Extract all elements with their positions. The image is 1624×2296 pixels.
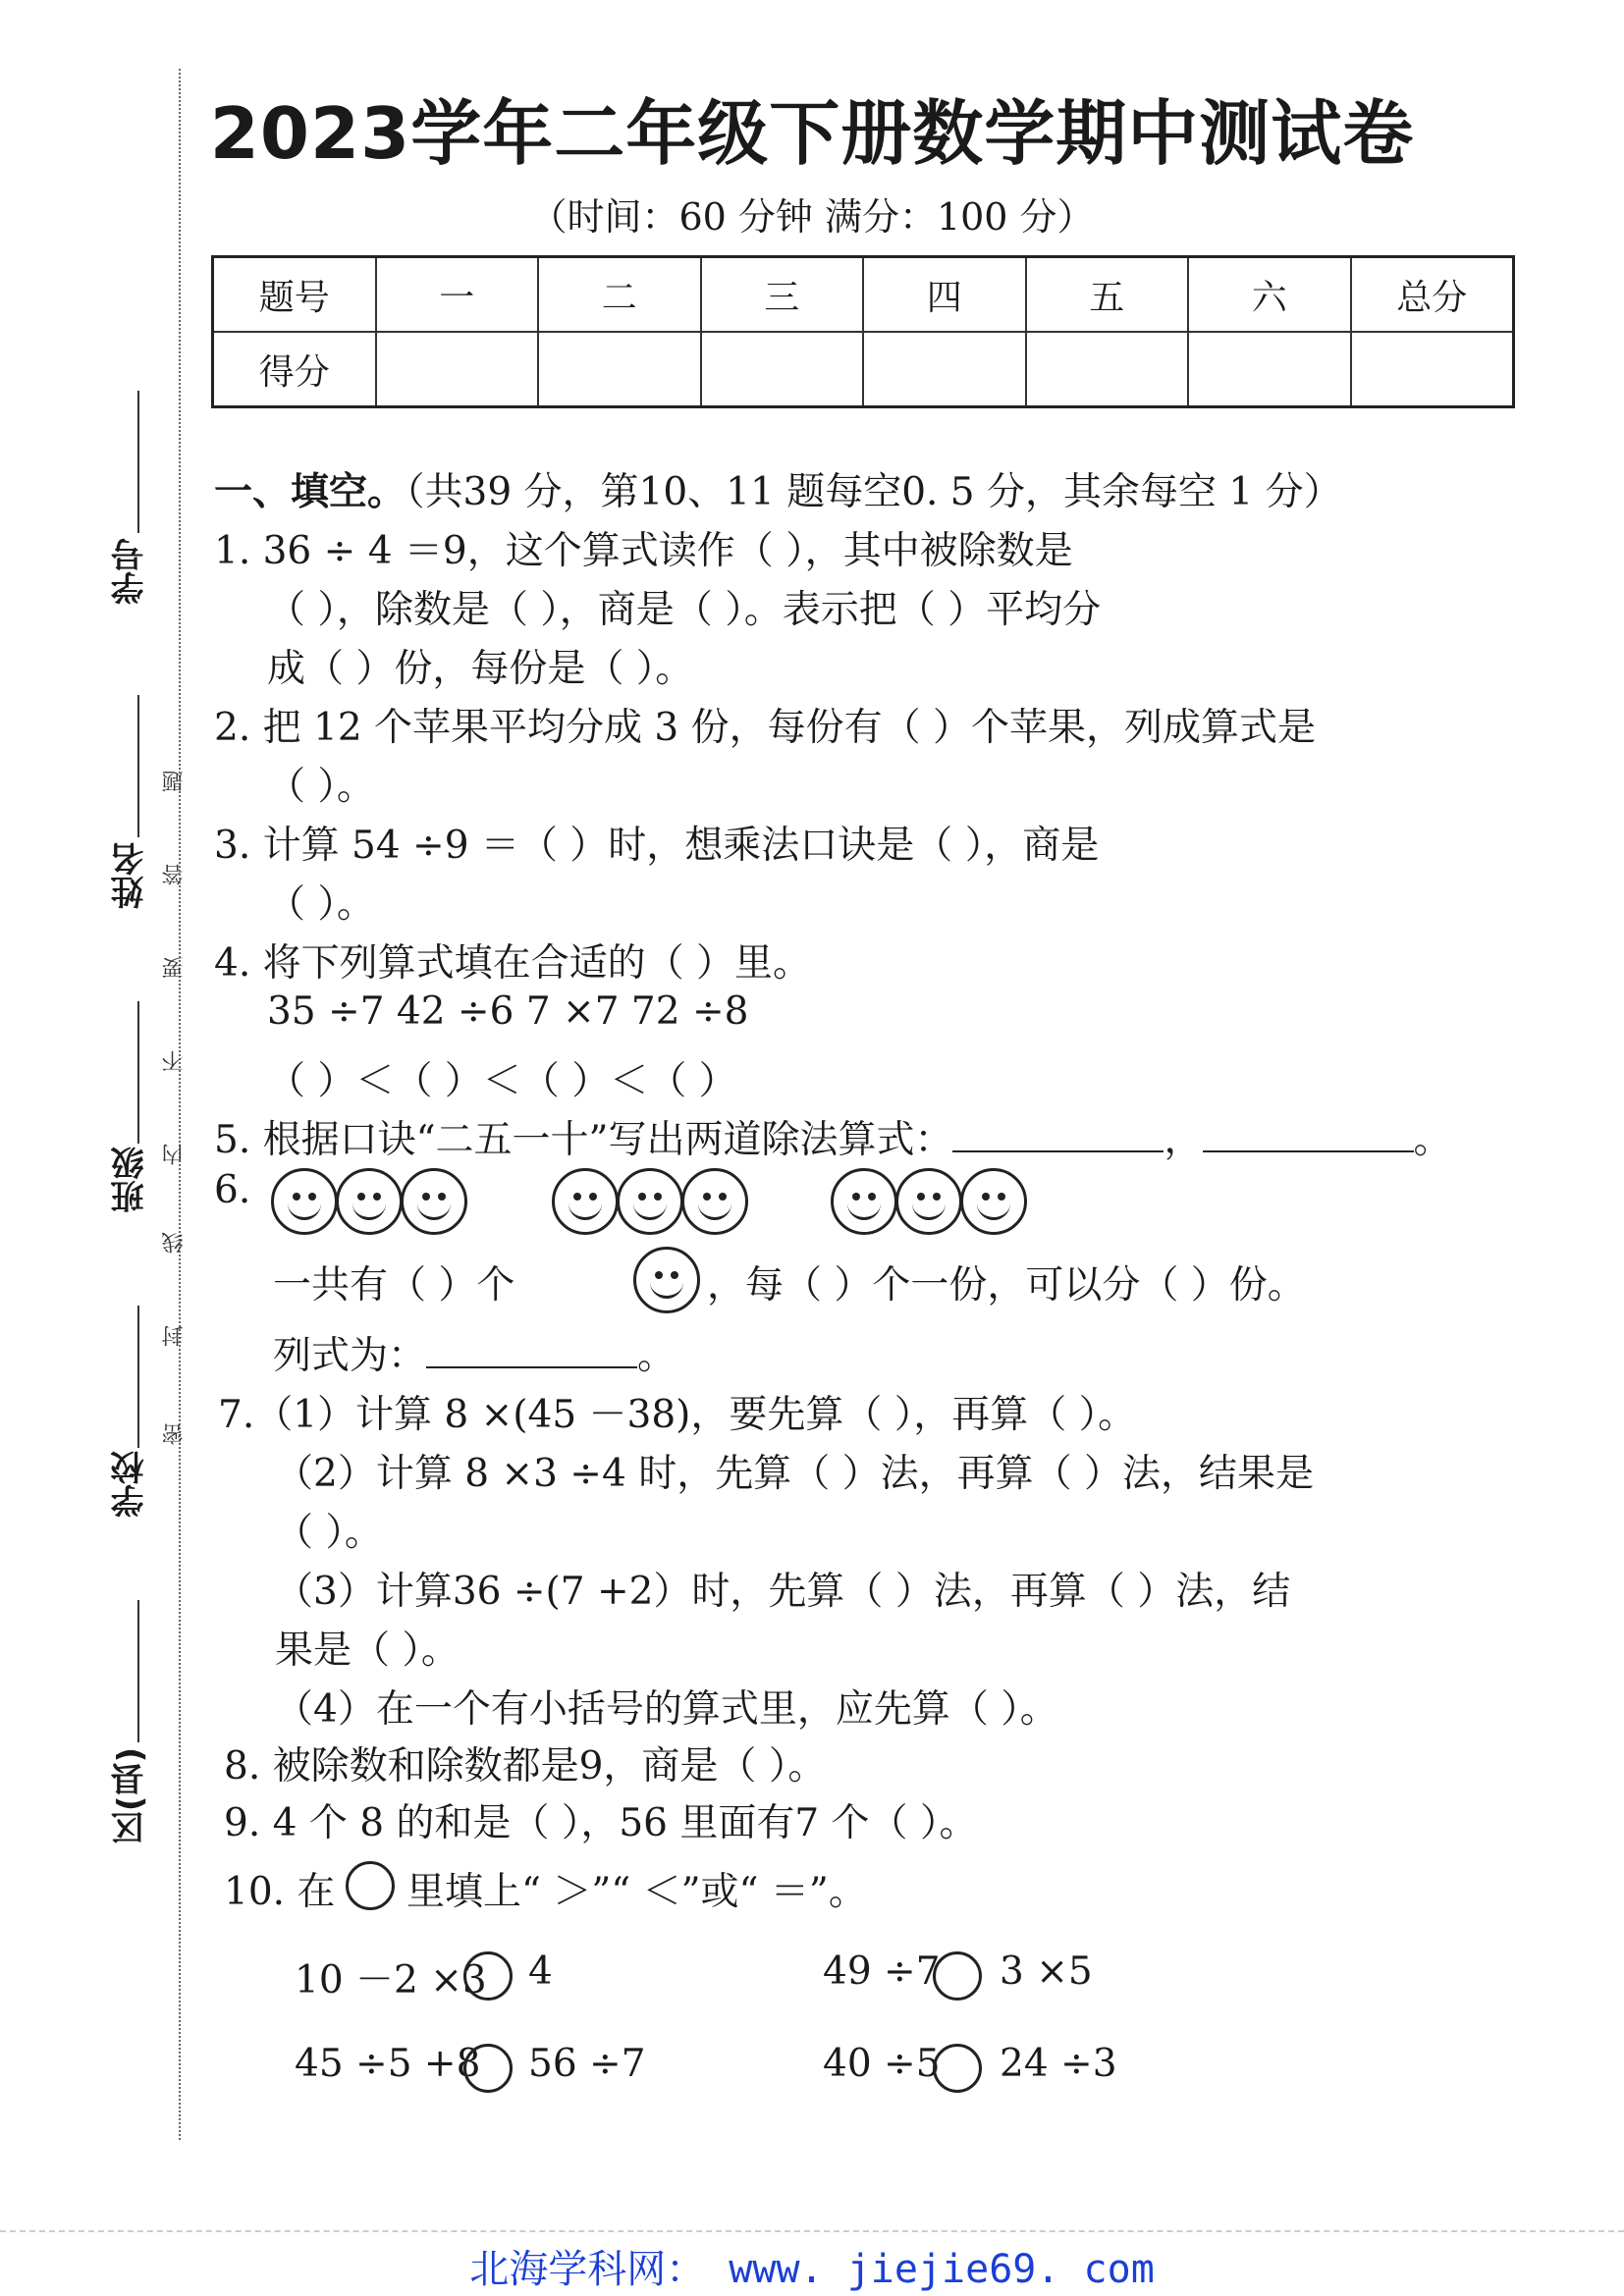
student-id-label: 学号 — [111, 538, 150, 605]
question-line: 35 ÷7 42 ÷6 7 ×7 72 ÷8 — [267, 989, 749, 1034]
table-cell: 总分 — [1351, 257, 1514, 333]
question-line: 10. 在 — [224, 1870, 336, 1914]
question-text: 5. 根据口诀“二五一十”写出两道除法算式： — [214, 1118, 953, 1162]
question-line — [214, 1109, 1452, 1164]
compare-left: 40 ÷5 — [823, 2042, 941, 2086]
student-name-label: 姓名 — [111, 842, 150, 909]
seal-char: 不 — [162, 1050, 187, 1072]
compare-answer-circle[interactable] — [463, 1951, 513, 2001]
compare-answer-circle[interactable] — [933, 1951, 982, 2001]
smiley-face-icon — [552, 1168, 619, 1235]
question-line: 4. 将下列算式填在合适的（ ）里。 — [214, 941, 812, 986]
end-mark: 。 — [1413, 1118, 1452, 1162]
score-input-cell[interactable] — [538, 332, 701, 407]
seal-char: 要 — [162, 957, 187, 979]
student-id-line — [137, 391, 139, 533]
question-line: 里填上“ ＞”“ ＜”或“ ＝”。 — [406, 1870, 867, 1914]
table-cell: 一 — [376, 257, 539, 333]
question-line: 果是（ ）。 — [275, 1629, 460, 1673]
question-line: （ ）。 — [275, 1511, 383, 1555]
smiley-face-icon — [401, 1168, 467, 1235]
compare-right: 4 — [528, 1949, 553, 1994]
answer-blank[interactable] — [952, 1141, 1164, 1152]
question-line: 1. 36 ÷ 4 ＝9，这个算式读作（ ），其中被除数是 — [214, 529, 1073, 573]
question-line: （3）计算36 ÷(7 +2）时，先算（ ）法，再算（ ）法，结 — [275, 1570, 1291, 1614]
smiley-face-icon — [336, 1168, 403, 1235]
school-label: 学校 — [111, 1451, 150, 1518]
smiley-face-icon — [681, 1168, 748, 1235]
question-line: （ ），除数是（ ），商是（ ）。表示把（ ）平均分 — [267, 588, 1102, 632]
compare-right: 56 ÷7 — [528, 2042, 646, 2086]
question-line: 3. 计算 54 ÷9 ＝（ ）时，想乘法口诀是（ ），商是 — [214, 824, 1100, 868]
question-number: 6. — [214, 1168, 251, 1212]
student-name-line — [137, 695, 139, 837]
footer-website[interactable]: 北海学科网： www. jiejie69. com — [469, 2247, 1155, 2292]
question-line: （4）在一个有小括号的算式里，应先算（ ）。 — [275, 1687, 1058, 1732]
section-heading — [214, 461, 1342, 516]
exam-info: （时间：60 分钟 满分：100 分） — [529, 195, 1095, 239]
table-cell: 六 — [1188, 257, 1351, 333]
compare-right: 3 ×5 — [1000, 1949, 1093, 1994]
smiley-face-icon — [271, 1168, 338, 1235]
district-line — [137, 1600, 139, 1742]
question-line: 8. 被除数和除数都是9，商是（ ）。 — [224, 1744, 827, 1789]
class-label: 班级 — [111, 1147, 150, 1213]
section-title: 一、填空。 — [214, 470, 406, 514]
seal-char: 内 — [162, 1144, 187, 1165]
smiley-face-icon — [831, 1168, 897, 1235]
table-row — [213, 257, 1514, 333]
question-line: 2. 把 12 个苹果平均分成 3 份，每份有（ ）个苹果，列成算式是 — [214, 706, 1317, 750]
score-input-cell[interactable] — [1026, 332, 1189, 407]
question-line: ，每（ ）个一份，可以分（ ）份。 — [707, 1263, 1306, 1308]
question-line: 9. 4 个 8 的和是（ ），56 里面有7 个（ ）。 — [224, 1801, 978, 1845]
end-mark: 。 — [637, 1334, 677, 1378]
compare-answer-circle[interactable] — [463, 2044, 513, 2093]
question-line: （ ）＜（ ）＜（ ）＜（ ） — [267, 1059, 737, 1103]
question-line: 7.（1）计算 8 ×(45 －38)，要先算（ ），再算（ ）。 — [218, 1393, 1137, 1437]
binding-dotted-line — [179, 69, 181, 2140]
class-line — [137, 1001, 139, 1144]
table-row — [213, 332, 1514, 407]
score-input-cell[interactable] — [863, 332, 1026, 407]
footer-divider — [0, 2230, 1624, 2232]
answer-blank[interactable] — [1203, 1141, 1414, 1152]
separator: ， — [1164, 1118, 1203, 1162]
compare-right: 24 ÷3 — [1000, 2042, 1117, 2086]
district-label: 区(县) — [111, 1747, 150, 1845]
score-input-cell[interactable] — [1351, 332, 1514, 407]
seal-char: 线 — [162, 1232, 187, 1254]
table-cell: 题号 — [213, 257, 376, 333]
compare-left: 10 －2 ×3 — [295, 1958, 487, 2002]
score-table — [211, 255, 1515, 408]
table-cell: 得分 — [213, 332, 376, 407]
compare-circle-icon — [346, 1861, 395, 1910]
school-line — [137, 1306, 139, 1448]
seal-char: 答 — [162, 864, 187, 885]
smiley-face-icon — [960, 1168, 1027, 1235]
compare-left: 49 ÷7 — [823, 1949, 941, 1994]
question-line: （ ）。 — [267, 765, 375, 809]
seal-char: 题 — [162, 771, 187, 792]
question-line: （2）计算 8 ×3 ÷4 时，先算（ ）法，再算（ ）法，结果是 — [275, 1452, 1314, 1496]
answer-blank[interactable] — [426, 1357, 637, 1368]
seal-char: 密 — [162, 1423, 187, 1445]
score-input-cell[interactable] — [376, 332, 539, 407]
question-line: 一共有（ ）个 — [273, 1263, 515, 1308]
seal-char: 封 — [162, 1325, 187, 1347]
table-cell: 五 — [1026, 257, 1189, 333]
question-line: 成（ ）份，每份是（ ）。 — [267, 647, 694, 691]
question-line: （ ）。 — [267, 882, 375, 927]
table-cell: 四 — [863, 257, 1026, 333]
smiley-face-icon — [617, 1168, 683, 1235]
table-cell: 三 — [701, 257, 864, 333]
table-cell: 二 — [538, 257, 701, 333]
smiley-face-icon — [895, 1168, 962, 1235]
section-note: （共39 分，第10、11 题每空0. 5 分，其余每空 1 分） — [406, 470, 1342, 514]
compare-answer-circle[interactable] — [933, 2044, 982, 2093]
question-text: 列式为： — [273, 1334, 427, 1378]
score-input-cell[interactable] — [1188, 332, 1351, 407]
score-input-cell[interactable] — [701, 332, 864, 407]
compare-left: 45 ÷5 +8 — [295, 2042, 481, 2086]
page-title: 2023学年二年级下册数学期中测试卷 — [209, 92, 1415, 175]
smiley-face-icon — [633, 1247, 700, 1313]
question-line — [273, 1325, 676, 1380]
